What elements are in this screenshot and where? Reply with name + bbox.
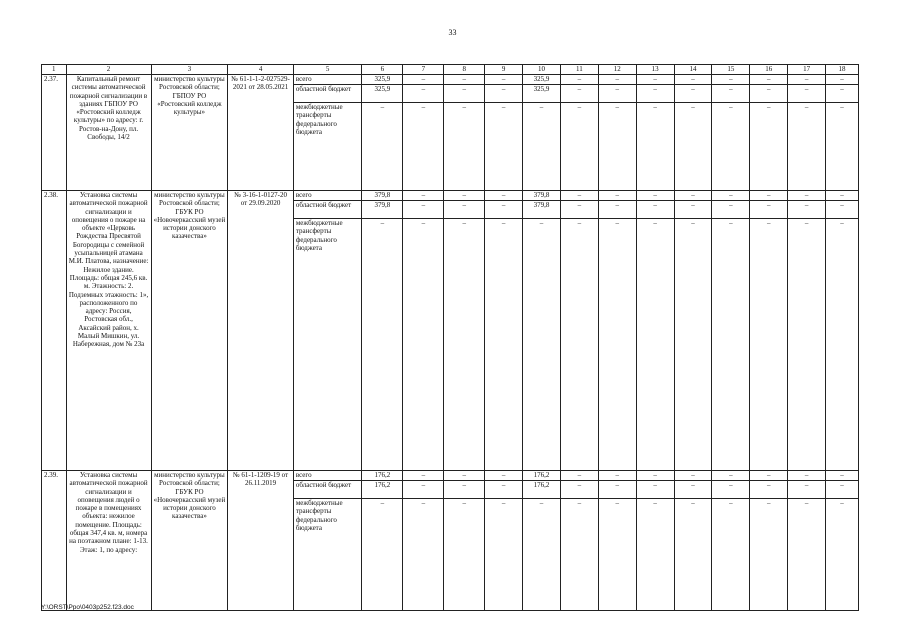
amount-cell: –: [636, 85, 674, 103]
amount-cell: –: [560, 103, 598, 191]
col-header: 16: [750, 65, 788, 75]
expertise-doc-cell: № 61-1-1209-19 от 26.11.2019: [228, 471, 294, 611]
amount-cell: –: [636, 201, 674, 219]
amount-cell: –: [826, 499, 859, 611]
amount-cell: –: [598, 85, 636, 103]
amount-cell: –: [485, 85, 523, 103]
amount-cell: –: [750, 201, 788, 219]
column-number-row: [42, 65, 859, 75]
amount-cell: –: [636, 481, 674, 499]
amount-cell: –: [444, 219, 485, 471]
amount-cell: –: [485, 499, 523, 611]
amount-cell: –: [560, 219, 598, 471]
row-number-cell: 2.37.: [42, 75, 67, 191]
amount-cell: –: [444, 499, 485, 611]
amount-cell: –: [712, 75, 750, 85]
amount-cell: –: [485, 219, 523, 471]
amount-cell: –: [598, 191, 636, 201]
amount-cell: –: [560, 201, 598, 219]
amount-cell: –: [636, 103, 674, 191]
amount-cell: –: [712, 201, 750, 219]
amount-cell: –: [403, 201, 444, 219]
table-row: [42, 191, 859, 201]
amount-cell: –: [560, 471, 598, 481]
object-name-cell: Установка системы автоматической пожарной сигнализации и оповещения людей о пожаре в помещениях объекта: нежилое помещение. Площадь: общая 347,4 кв. м, номера на поэтажном плане: 1-13. Этаж: 1, по адресу:: [66, 471, 151, 611]
amount-cell: –: [636, 471, 674, 481]
amount-cell: –: [674, 191, 712, 201]
amount-cell: –: [674, 481, 712, 499]
amount-cell: –: [598, 219, 636, 471]
amount-cell: –: [826, 85, 859, 103]
amount-cell: –: [485, 471, 523, 481]
amount-cell: –: [403, 471, 444, 481]
amount-cell: –: [523, 103, 561, 191]
col-header: 12: [598, 65, 636, 75]
amount-cell: 379,8: [523, 201, 561, 219]
col-header: 4: [228, 65, 294, 75]
amount-cell: –: [403, 219, 444, 471]
amount-cell: 176,2: [523, 481, 561, 499]
table-row: [42, 75, 859, 85]
amount-cell: –: [403, 103, 444, 191]
amount-cell: –: [636, 219, 674, 471]
col-header: 3: [151, 65, 228, 75]
amount-cell: –: [750, 103, 788, 191]
amount-cell: –: [674, 85, 712, 103]
amount-cell: 325,9: [362, 75, 403, 85]
amount-cell: –: [788, 103, 826, 191]
amount-cell: –: [444, 201, 485, 219]
amount-cell: –: [750, 471, 788, 481]
amount-cell: –: [598, 75, 636, 85]
col-header: 10: [523, 65, 561, 75]
amount-cell: –: [674, 471, 712, 481]
amount-cell: –: [444, 471, 485, 481]
amount-cell: –: [788, 85, 826, 103]
amount-cell: –: [403, 75, 444, 85]
amount-cell: –: [560, 191, 598, 201]
col-header: 14: [674, 65, 712, 75]
amount-cell: –: [826, 201, 859, 219]
amount-cell: –: [826, 75, 859, 85]
amount-cell: –: [636, 191, 674, 201]
amount-cell: –: [362, 499, 403, 611]
funding-source-cell: областной бюджет: [293, 201, 362, 219]
col-header: 9: [485, 65, 523, 75]
amount-cell: –: [560, 481, 598, 499]
amount-cell: –: [712, 471, 750, 481]
funding-source-cell: всего: [293, 471, 362, 481]
col-header: 17: [788, 65, 826, 75]
amount-cell: –: [750, 75, 788, 85]
amount-cell: –: [560, 85, 598, 103]
amount-cell: 325,9: [362, 85, 403, 103]
funding-source-cell: межбюджетные трансферты федерального бюджета: [293, 219, 362, 471]
col-header: 8: [444, 65, 485, 75]
amount-cell: –: [712, 481, 750, 499]
amount-cell: –: [523, 219, 561, 471]
amount-cell: –: [444, 85, 485, 103]
amount-cell: 379,8: [362, 191, 403, 201]
col-header: 15: [712, 65, 750, 75]
col-header: 6: [362, 65, 403, 75]
amount-cell: –: [674, 499, 712, 611]
amount-cell: 379,8: [362, 201, 403, 219]
col-header: 5: [293, 65, 362, 75]
expertise-doc-cell: № 61-1-1-2-027529-2021 от 28.05.2021: [228, 75, 294, 191]
amount-cell: –: [674, 75, 712, 85]
amount-cell: –: [362, 103, 403, 191]
amount-cell: –: [403, 85, 444, 103]
amount-cell: –: [788, 219, 826, 471]
amount-cell: –: [560, 499, 598, 611]
amount-cell: –: [598, 481, 636, 499]
col-header: 18: [826, 65, 859, 75]
col-header: 1: [42, 65, 67, 75]
amount-cell: –: [712, 85, 750, 103]
amount-cell: –: [788, 191, 826, 201]
object-name-cell: Капитальный ремонт системы автоматической пожарной сигнализации в зданиях ГБПОУ РО «Ростовский колледж культуры» по адресу: г. Ростов-на-Дону, пл. Свободы, 14/2: [66, 75, 151, 191]
amount-cell: –: [750, 219, 788, 471]
funding-source-cell: межбюджетные трансферты федерального бюджета: [293, 103, 362, 191]
amount-cell: –: [598, 471, 636, 481]
amount-cell: –: [750, 481, 788, 499]
amount-cell: –: [712, 219, 750, 471]
amount-cell: –: [712, 103, 750, 191]
amount-cell: –: [788, 75, 826, 85]
amount-cell: 176,2: [362, 471, 403, 481]
amount-cell: –: [444, 103, 485, 191]
amount-cell: –: [403, 191, 444, 201]
row-number-cell: 2.39.: [42, 471, 67, 611]
amount-cell: –: [788, 201, 826, 219]
amount-cell: –: [485, 201, 523, 219]
amount-cell: –: [788, 499, 826, 611]
amount-cell: –: [362, 219, 403, 471]
amount-cell: 176,2: [362, 481, 403, 499]
row-number-cell: 2.38.: [42, 191, 67, 471]
amount-cell: –: [788, 471, 826, 481]
amount-cell: 176,2: [523, 471, 561, 481]
amount-cell: –: [826, 191, 859, 201]
amount-cell: –: [485, 191, 523, 201]
amount-cell: –: [485, 481, 523, 499]
amount-cell: –: [598, 103, 636, 191]
amount-cell: –: [444, 481, 485, 499]
amount-cell: –: [444, 191, 485, 201]
amount-cell: –: [674, 219, 712, 471]
col-header: 2: [66, 65, 151, 75]
amount-cell: –: [560, 75, 598, 85]
amount-cell: –: [674, 201, 712, 219]
amount-cell: –: [485, 103, 523, 191]
file-path-footer: Y:\ORST\Ppo\0403p252.f23.doc: [41, 604, 134, 611]
amount-cell: –: [674, 103, 712, 191]
amount-cell: –: [750, 191, 788, 201]
amount-cell: –: [826, 481, 859, 499]
funding-source-cell: областной бюджет: [293, 85, 362, 103]
col-header: 11: [560, 65, 598, 75]
page-number: 33: [448, 28, 457, 37]
amount-cell: 325,9: [523, 75, 561, 85]
amount-cell: 379,8: [523, 191, 561, 201]
amount-cell: –: [826, 103, 859, 191]
amount-cell: –: [788, 481, 826, 499]
amount-cell: 325,9: [523, 85, 561, 103]
funding-source-cell: межбюджетные трансферты федерального бюджета: [293, 499, 362, 611]
amount-cell: –: [750, 499, 788, 611]
funding-source-cell: областной бюджет: [293, 481, 362, 499]
funding-source-cell: всего: [293, 191, 362, 201]
amount-cell: –: [485, 75, 523, 85]
amount-cell: –: [403, 481, 444, 499]
table-row: [42, 471, 859, 481]
customer-cell: министерство культуры Ростовской области; ГБУК РО «Новочеркасский музей истории донского казачества»: [151, 191, 228, 471]
amount-cell: –: [403, 499, 444, 611]
amount-cell: –: [636, 499, 674, 611]
funding-source-cell: всего: [293, 75, 362, 85]
col-header: 13: [636, 65, 674, 75]
customer-cell: министерство культуры Ростовской области; ГБУК РО «Новочеркасский музей истории донского казачества»: [151, 471, 228, 611]
customer-cell: министерство культуры Ростовской области; ГБПОУ РО «Ростовский колледж культуры»: [151, 75, 228, 191]
amount-cell: –: [712, 191, 750, 201]
amount-cell: –: [826, 219, 859, 471]
object-name-cell: Установка системы автоматической пожарной сигнализации и оповещения о пожаре на объекте «Церковь Рождества Пресвятой Богородицы с семейной усыпальницей атамана М.И. Платова, назначение: Нежилое здание. Площадь: общая 245,6 кв. м. Этажность: 2. Подземных этажность: 1», расположенного по адресу: Россия, Ростовская обл., Аксайский район, х. Малый Мишкин, ул. Набережная, дом № 23а: [66, 191, 151, 471]
amount-cell: –: [636, 75, 674, 85]
expertise-doc-cell: № 3-16-1-0127-20 от 29.09.2020: [228, 191, 294, 471]
budget-table: [41, 64, 859, 611]
amount-cell: –: [826, 471, 859, 481]
amount-cell: –: [523, 499, 561, 611]
amount-cell: –: [444, 75, 485, 85]
amount-cell: –: [598, 499, 636, 611]
amount-cell: –: [750, 85, 788, 103]
amount-cell: –: [712, 499, 750, 611]
amount-cell: –: [598, 201, 636, 219]
col-header: 7: [403, 65, 444, 75]
